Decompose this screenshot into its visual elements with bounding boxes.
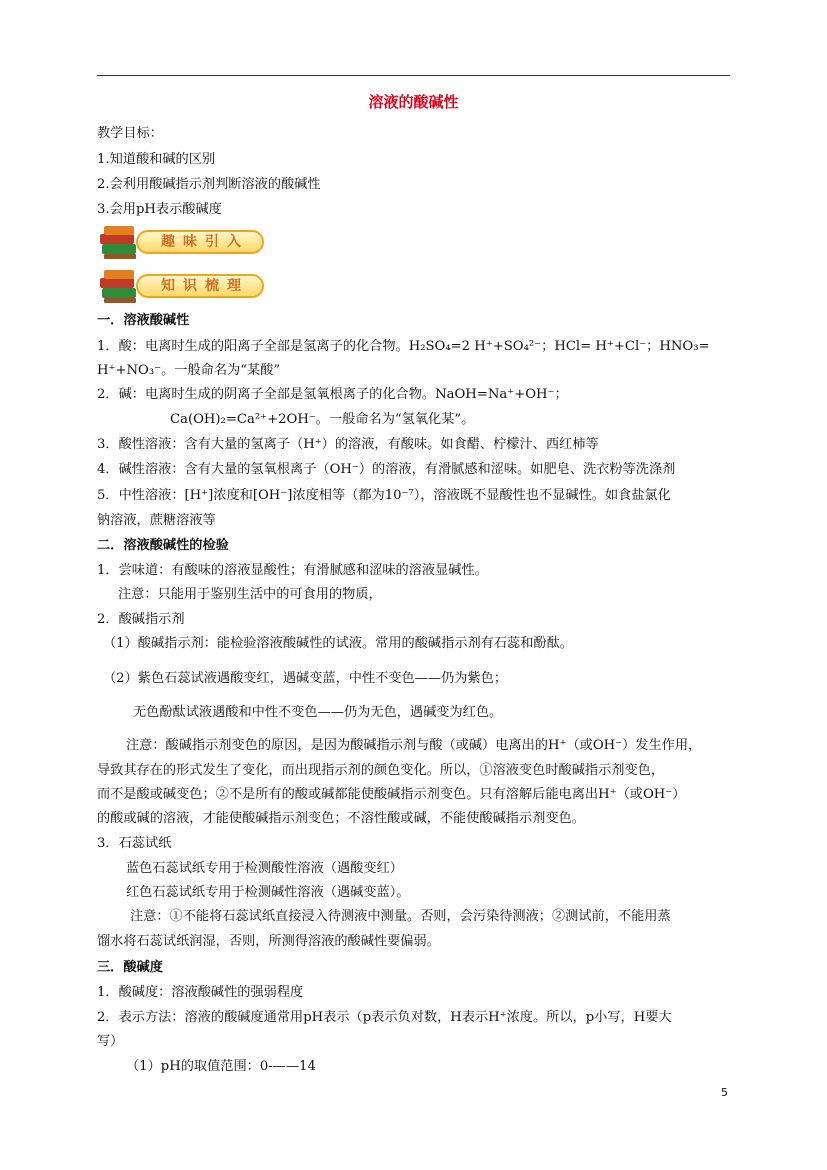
text-line: H⁺+NO₃⁻。一般命名为“某酸”	[97, 363, 281, 378]
objective-1: 1.知道酸和碱的区别	[97, 152, 216, 167]
text-line: 蓝色石蕊试纸专用于检测酸性溶液（遇酸变红）	[126, 861, 403, 876]
section-3-heading: 三．酸碱度	[97, 960, 163, 975]
text-line: 2．表示方法：溶液的酸碱度通常用pH表示（p表示负对数，H表示H⁺浓度。所以，p小写，H要大	[97, 1010, 672, 1025]
text-line: 的酸或碱的溶液，才能使酸碱指示剂变色；不溶性酸或碱，不能使酸碱指示剂变色。	[97, 811, 585, 826]
text-line: （1）酸碱指示剂：能检验溶液酸碱性的试液。常用的酸碱指示剂有石蕊和酚酞。	[103, 636, 573, 651]
text-line: 无色酚酞试液遇酸和中性不变色——仍为无色，遇碱变为红色。	[133, 705, 503, 720]
text-line: Ca(OH)₂=Ca²⁺+2OH⁻。一般命名为“氢氧化某”。	[170, 412, 475, 427]
text-line: 馏水将石蕊试纸润湿，否则，所测得溶液的酸碱性要偏弱。	[97, 934, 440, 949]
objectives-heading: 教学目标：	[97, 126, 163, 141]
text-line: 写）	[97, 1034, 124, 1049]
section-1-heading: 一．溶液酸碱性	[97, 313, 190, 328]
text-line: 5．中性溶液：[H⁺]浓度和[OH⁻]浓度相等（都为10⁻⁷），溶液既不显酸性也不显碱性。如食盐氯化	[97, 488, 671, 503]
banner-intro	[98, 222, 270, 262]
text-line: 导致其存在的形式发生了变化，而出现指示剂的颜色变化。所以，①溶液变色时酸碱指示剂变色，	[97, 763, 665, 778]
text-line: 3．石蕊试纸	[97, 836, 172, 851]
text-line: 4．碱性溶液：含有大量的氢氧根离子（OH⁻）的溶液，有滑腻感和涩味。如肥皂、洗衣粉等洗涤剂	[97, 462, 676, 477]
text-line: 注意：只能用于鉴别生活中的可食用的物质，	[118, 587, 382, 602]
text-line: 2．碱：电离时生成的阴离子全部是氢氧根离子的化合物。NaOH=Na⁺+OH⁻；	[97, 387, 568, 402]
banner-summary	[98, 266, 270, 306]
text-line: 2．酸碱指示剂	[97, 612, 185, 627]
banner-intro-label: 趣味引入	[136, 230, 264, 254]
text-line: 1．酸碱度：溶液酸碱性的强弱程度	[97, 985, 304, 1000]
page-number: 5	[721, 1086, 728, 1099]
objective-3: 3.会用pH表示酸碱度	[97, 202, 222, 217]
text-line: 钠溶液，蔗糖溶液等	[97, 513, 216, 528]
page-title: 溶液的酸碱性	[368, 93, 459, 111]
text-line: 1．尝味道：有酸味的溶液显酸性；有滑腻感和涩味的溶液显碱性。	[97, 563, 488, 578]
objective-2: 2.会利用酸碱指示剂判断溶液的酸碱性	[97, 177, 321, 192]
text-line: 注意：酸碱指示剂变色的原因，是因为酸碱指示剂与酸（或碱）电离出的H⁺（或OH⁻）发生作用，	[126, 738, 702, 753]
text-line: （1）pH的取值范围：0-——14	[126, 1059, 316, 1074]
section-2-heading: 二．溶液酸碱性的检验	[97, 538, 229, 553]
text-line: 1．酸：电离时生成的阳离子全部是氢离子的化合物。H₂SO₄=2 H⁺+SO₄²⁻；HCl= H⁺+Cl⁻；HNO₃=	[97, 339, 710, 354]
text-line: 红色石蕊试纸专用于检测碱性溶液（遇碱变蓝）。	[126, 885, 410, 900]
text-line: 而不是酸或碱变色；②不是所有的酸或碱都能使酸碱指示剂变色。只有溶解后能电离出H⁺（或OH⁻）	[97, 787, 686, 802]
text-line: （2）紫色石蕊试液遇酸变红，遇碱变蓝，中性不变色——仍为紫色；	[103, 671, 508, 686]
banner-summary-label: 知识梳理	[136, 274, 264, 298]
text-line: 注意：①不能将石蕊试纸直接浸入待测液中测量。否则，会污染待测液；②测试前，不能用蒸	[130, 909, 671, 924]
header-rule	[97, 75, 730, 76]
text-line: 3．酸性溶液：含有大量的氢离子（H⁺）的溶液，有酸味。如食醋、柠檬汁、西红柿等	[97, 437, 599, 452]
